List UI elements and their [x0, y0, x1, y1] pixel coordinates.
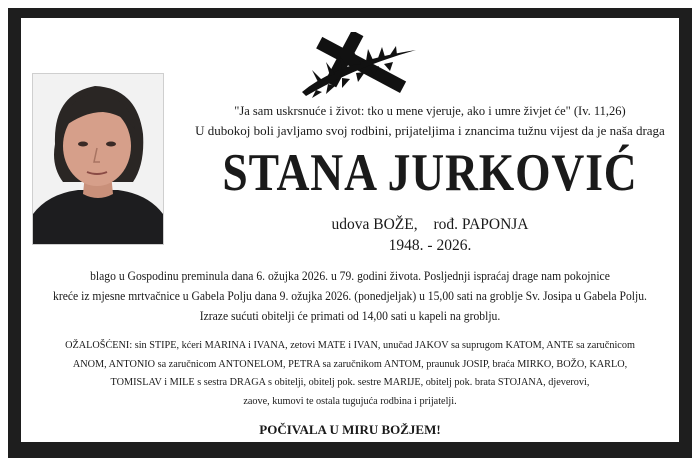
detail-line: kreće iz mjesne mrtvačnice u Gabela Polju dana 9. ožujka 2026. (ponedjeljak) u 15,00 sati na groblje Sv. Josipa u Gabela Polju. — [53, 289, 647, 303]
deceased-name: STANA JURKOVIĆ — [222, 144, 638, 202]
scripture-quote: "Ja sam uskrsnuće i život: tko u mene vjeruje, ako i umre živjet će" (Iv. 11,26) — [234, 104, 626, 118]
detail-line: Izraze sućuti obitelji će primati od 14,00 sati u kapeli na groblju. — [199, 309, 501, 323]
life-years: 1948. - 2026. — [388, 237, 472, 254]
mourner-line: ANOM, ANTONIO sa zaručnicom ANTONELOM, PETRA sa zaručnikom ANTOM, praunuk JOSIP, braća MIRKO, BOŽO, KARLO, — [72, 357, 628, 370]
mourner-line: OŽALOŠĆENI: sin STIPE, kćeri MARINA i IVANA, zetovi MATE i IVAN, unučad JAKOV sa suprugom KATOM, ANTE sa zaručnicom — [65, 339, 635, 351]
maiden-name: rođ. PAPONJA — [433, 216, 529, 233]
closing-blessing: POČIVALA U MIRU BOŽJEM! — [259, 422, 441, 437]
mourner-line: zaove, kumovi te ostala tugujuća rodbina i prijatelji. — [243, 394, 457, 407]
detail-line: blago u Gospodinu preminula dana 6. ožujka 2026. u 79. godini života. Posljednji ispraćaj drage nam pokojnice — [90, 269, 610, 283]
mourners-list — [45, 336, 655, 410]
funeral-details — [45, 266, 655, 326]
cross-with-palm-icon — [298, 32, 423, 100]
mourner-line: TOMISLAV i MILE s sestra DRAGA s obitelji, obitelj pok. sestre MARIJE, obitelj pok. brata STOJANA, djeverovi, — [110, 376, 590, 388]
spouse-line — [170, 216, 690, 234]
widow-of: udova BOŽE, — [331, 216, 418, 233]
portrait-photo — [32, 73, 164, 245]
announcement-intro: U dubokoj boli javljamo svoj rodbini, prijateljima i znancima tužnu vijest da je naša draga — [195, 123, 665, 138]
